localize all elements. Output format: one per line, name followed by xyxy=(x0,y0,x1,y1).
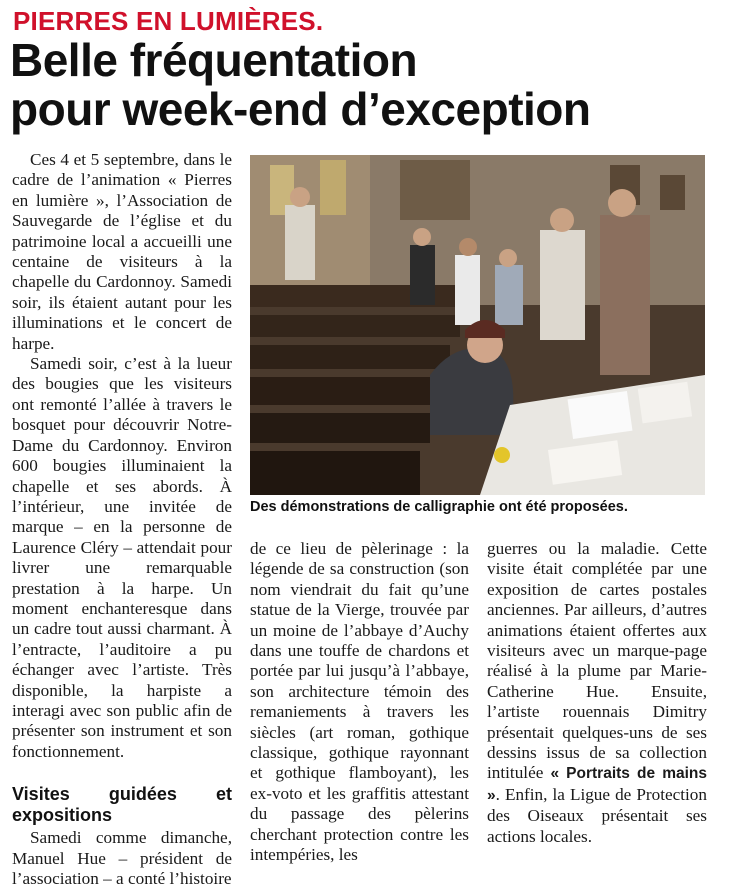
calligraphy-photo-illustration xyxy=(250,155,705,495)
article-headline xyxy=(10,36,730,134)
photo-caption: Des démonstrations de calligraphie ont été proposées. xyxy=(250,499,628,515)
text-column-2 xyxy=(250,539,469,866)
paragraph-concert: Samedi soir, c’est à la lueur des bougies que les visiteurs ont remonté l’allée à travers le bosquet pour découvrir Notre-Dame du Cardonnoy. Environ 600 bougies illuminaient la chapelle et ses abords. À l’intérieur, une invitée de marque – en la personne de Laurence Cléry – attendait pour livrer une remarquable prestation à la harpe. Un moment enchanteresque dans un cadre tout aussi charmant. À l’entracte, l’auditoire a pu échanger avec l’artiste. Très disponible, la harpiste a interagi avec son public afin de présenter son instrument et son fonctionnement. xyxy=(12,354,232,761)
text-column-1 xyxy=(12,150,232,889)
paragraph-closing: . Enfin, la Ligue de Protection des Oiseaux présentait ses actions locales. xyxy=(487,784,707,846)
paragraph-intro: Ces 4 et 5 septembre, dans le cadre de l’animation « Pierres en lumière », l’Association de Sauvegarde de l’église et du patrimoine local a accueilli une centaine de visiteurs à la chapelle du Cardonnoy. Samedi soir, ils étaient autant pour les illuminations et le concert de harpe. xyxy=(12,150,232,353)
text-column-3 xyxy=(487,539,707,847)
collection-title: « Portraits de mains » xyxy=(487,765,708,804)
article-photo xyxy=(250,155,705,495)
paragraph-visits-end xyxy=(487,539,707,847)
paragraph-visits-start: Samedi comme dimanche, Manuel Hue – président de l’association – a conté l’histoire xyxy=(12,828,232,888)
headline-line-1: Belle fréquentation xyxy=(10,34,418,86)
paragraph-visits-end-text: guerres ou la maladie. Cette visite était complétée par une exposition de cartes postales anciennes. Par ailleurs, d’autres animations étaient offertes aux visiteurs avec un marque-page réalisé à la plume par Marie-Catherine Hue. Ensuite, l’artiste rouennais Dimitry présentait quelques-uns de ses dessins issus de sa collection intitulée xyxy=(487,539,707,783)
subheading: Visites guidées et expositions xyxy=(12,784,232,826)
paragraph-visits-continued: de ce lieu de pèlerinage : la légende de sa construction (son nom viendrait du fait qu’une statue de la Vierge, trouvée par un moine de l’abbaye d’Auchy dans une touffe de chardons et portée par lui jusqu’à l’abbaye, son architecture témoin des remaniements à travers les siècles (art roman, gothique classique, gothique rayonnant et gothique flamboyant), les ex-voto et les graffitis attestant du passage des pèlerins cherchant protection contre les intempéries, les xyxy=(250,539,469,865)
section-kicker: PIERRES EN LUMIÈRES. xyxy=(13,6,324,36)
headline-line-2: pour week-end d’exception xyxy=(10,83,591,135)
